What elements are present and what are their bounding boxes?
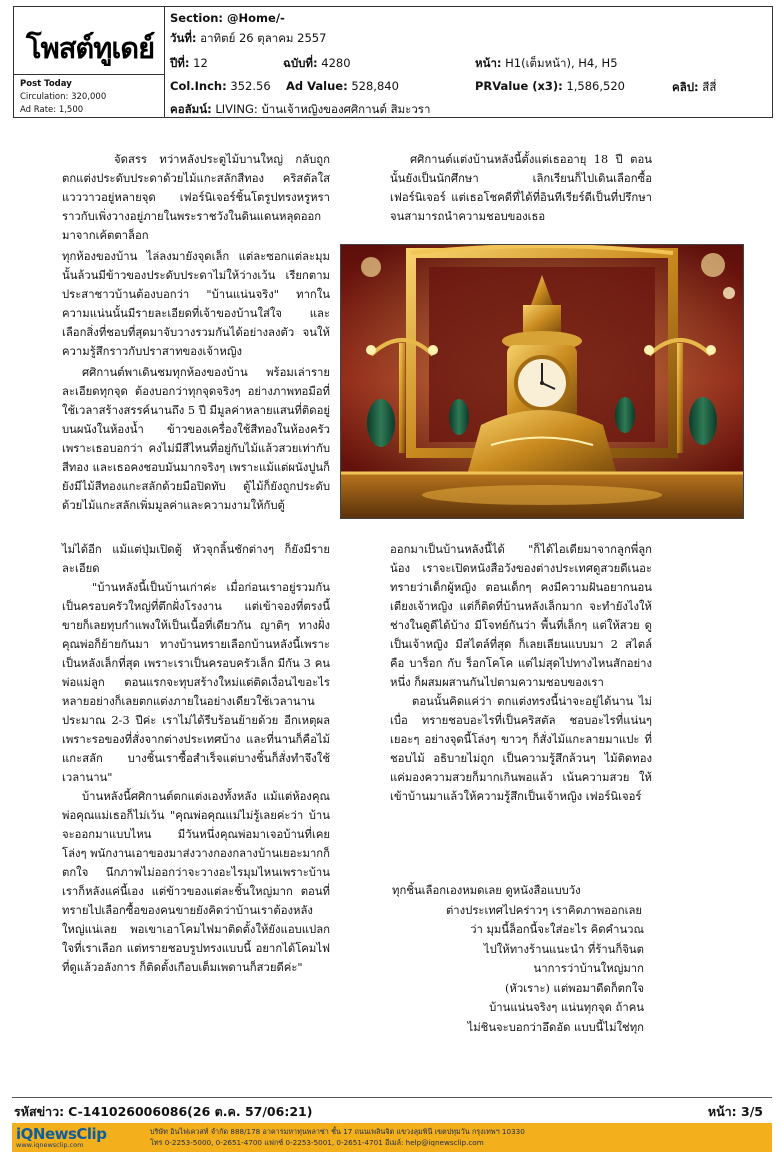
publication-logo: โพสต์ทูเดย์ <box>26 31 155 65</box>
clip-label: คลิป: <box>672 80 699 94</box>
column-value: LIVING: บ้านเจ้าหญิงของศศิกานต์ สิมะวรา <box>215 102 431 116</box>
article-paragraph: ทุกห้องของบ้าน ไล่ลงมายังจุดเล็ก แต่ละซอกแต่ละมุมนั้นล้วนมีข้าวของประดับประดาไม่ให้ว่างเว้น เรียกตามประสาชาวบ้านต้องบอกว่า "บ้านแน่นจริง" ทากในความแน่นนั้นมีรายละเอียดที่เจ้าของบ้านใส่ใจ และเลือกสิ่งที่ชอบที่สุดมาจับวางรวมกันได้อย่างลงตัว จนให้ความรู้สึกราวกับปราสาทของเจ้าหญิง <box>62 250 330 358</box>
publication-label: Post Today <box>20 79 72 89</box>
colinch-value: 352.56 <box>230 79 271 93</box>
issue-value: 4280 <box>321 56 351 70</box>
date-value: อาทิตย์ 26 ตุลาคม 2557 <box>200 31 327 45</box>
prvalue-label: PRValue (x3): <box>475 79 563 93</box>
article-line: ต่างประเทศไปคร่าวๆ เราคิดภาพออกเลย <box>445 903 642 917</box>
date-label: วันที่: <box>170 31 197 45</box>
article-line: นาการว่าบ้านใหญ่มาก <box>533 962 644 975</box>
page-indicator-value: 3/5 <box>741 1104 763 1119</box>
company-contact <box>150 1126 525 1148</box>
article-column-1-top <box>62 150 330 515</box>
circulation: Circulation: 320,000 <box>20 92 107 102</box>
article-line: ว่า มุมนี้ล็อกนี้จะใส่อะไร คิดคำนวณ <box>470 923 644 936</box>
advalue-label: Ad Value: <box>286 79 348 93</box>
divider <box>12 1097 772 1098</box>
article-paragraph: "บ้านหลังนี้เป็นบ้านเก่าค่ะ เมื่อก่อนเราอยู่รวมกันเป็นครอบครัวใหญ่ที่ตึกฝั่งโรงงาน แต่เข้าจองที่ตรงนี้ขายก็เลยทุบกำแพงให้เป็นเนื้อที่เดียวกัน ญาติๆ ทางฝั่งคุณพ่อก็ย้ายกันมา ทางบ้านทรายเลือกบ้านหลังนี้เพราะเป็นหลังเล็กที่สุด เพราะเราเป็นครอบครัวเล็ก มีกัน 3 คน พ่อแม่ลูก ตอนแรกจะทุบสร้างใหม่แต่ติดเงื่อนไขอะไรหลายอย่างก็เลยตกแต่งภายในอย่างเดียวใช้เวลานานประมาณ 2-3 ปีค่ะ เราไม่ได้รีบร้อนย้ายด้วย อีกเหตุผลเพราะรอของที่สั่งจากต่างประเทศบ้าง และที่นานก็คือไม้แกะสลัก บางชิ้นเราซื้อสำเร็จแต่บางชิ้นก็สั่งทำจึงใช้เวลานาน" <box>62 581 330 784</box>
article-line: บ้านแน่นจริงๆ แน่นทุกจุด ถ้าคน <box>489 1001 644 1014</box>
article-line: (หัวเราะ) แต่พอมาดีดก็ตกใจ <box>505 981 644 995</box>
article-column-1-bottom <box>62 540 330 977</box>
clipping-header <box>13 6 773 118</box>
article-paragraph: จัดสรร ทว่าหลังประตูไม้บานใหญ่ กลับถูกตกแต่งประดับประดาด้วยไม้แกะสลักสีทอง คริสตัลใสแวววาวอยู่หลายจุด เฟอร์นิเจอร์ชิ้นโตรูปทรงหรูหราราวกับเพิ่งวางอยู่ภายในพระราชวังในดินแดนหลุดออกมาจากเค้ตตาล็อก <box>62 153 330 242</box>
page-label: หน้า: <box>475 56 502 70</box>
clip-metadata <box>170 9 770 115</box>
article-paragraph: ตอนนั้นคิดแค่ว่า ตกแต่งทรงนี้น่าจะอยู่ได้นาน ไม่เบื่อ ทรายชอบอะไรที่เป็นคริสตัล ชอบอะไรที่แน่นๆ เยอะๆ อย่างจุดนี้โล่งๆ ขาวๆ ก็สั่งไม้แกะลายมาแปะ ที่ชอบไม้ อธิบายไม่ถูก เป็นความรู้สึกล้วนๆ ไม้ติดทอง แค่มองความสวยก็มากเกินพอแล้ว เน้นความสวย ให้เข้าบ้านมาแล้วให้ความรู้สึกเป็นเจ้าหญิง เฟอร์นิเจอร์ <box>390 695 652 803</box>
publication-block <box>14 7 165 117</box>
article-photo <box>340 244 744 519</box>
news-code-label: รหัสข่าว: <box>14 1104 65 1119</box>
news-code-value: C-141026006086(26 ต.ค. 57/06:21) <box>68 1104 313 1119</box>
article-column-2-bottom <box>390 540 652 806</box>
article-column-2-shaped <box>380 881 652 1037</box>
year-value: 12 <box>193 56 208 70</box>
year-label: ปีที่: <box>170 56 190 70</box>
article-line: ทุกชิ้นเลือกเองหมดเลย ดูหนังสือแบบวัง <box>392 884 581 897</box>
article-paragraph: ศศิกานต์พาเดินชมทุกห้องของบ้าน พร้อมเล่ารายละเอียดทุกจุด ต้องบอกว่าทุกจุดจริงๆ อย่างภาพทอมือที่ใช้เวลาสร้างสรรค์นานถึง 5 ปี มีมูลค่าหลายแสนที่ติดอยู่บนผนังในห้องน้ำ ข้าวของเครื่องใช้สีทองในห้องครัว เพราะเธอบอกว่า คงไม่มีสีไหนที่อยู่กับไม้แล้วสวยเท่ากับสีทอง และเธอคงชอบมันมากจริงๆ เพราะแม้แต่ผนังปูนก็ยังมีไม้สีทองแกะสลักด้วยมือปิดทับ ตู้ไม้ก็ยังถูกประดับด้วยไม้แกะสลักเพิ่มมูลค่าและความงามให้กับตู้ <box>62 366 330 512</box>
publication-meta <box>20 78 106 117</box>
iqnewsclip-logo <box>16 1125 126 1150</box>
clip-value: สีสี่ <box>702 80 717 94</box>
clock-photo-illustration <box>341 245 743 518</box>
article-paragraph: ไม่ได้อีก แม้แต่ปุ่มเปิดตู้ หัวจุกลิ้นชักต่างๆ ก็ยังมีรายละเอียด <box>62 543 330 575</box>
ad-rate: Ad Rate: 1,500 <box>20 105 84 115</box>
advalue-value: 528,840 <box>351 79 399 93</box>
article-line: ไม่ชินจะบอกว่าอึดอัด แบบนี้ไม่ใช่ทุก <box>467 1020 644 1034</box>
news-code <box>14 1102 312 1122</box>
article-line: ไปให้ทางร้านแนะนำ ที่ร้านก็จินต <box>483 942 644 956</box>
article-paragraph: ศศิกานต์แต่งบ้านหลังนี้ตั้งแต่เธออายุ 18 ปี ตอนนั้นยังเป็นนักศึกษา เลิกเรียนก็ไปเดินเลือกซื้อเฟอร์นิเจอร์ แต่เธอโชคดีที่ได้ที่อินทีเรียร์ดีเป็นที่ปรึกษา จนสามารถนำความชอบของเธอ <box>390 153 652 223</box>
page-value: H1(เต็มหน้า), H4, H5 <box>505 56 618 70</box>
page-indicator-label: หน้า: <box>707 1104 737 1119</box>
section: Section: @Home/- <box>170 11 285 25</box>
logo-text: iQNewsClip <box>16 1125 107 1143</box>
colinch-label: Col.Inch: <box>170 79 227 93</box>
prvalue-value: 1,586,520 <box>566 79 625 93</box>
column-label: คอลัมน์: <box>170 102 212 116</box>
logo-url: www.iqnewsclip.com <box>16 1141 84 1149</box>
divider <box>14 74 164 75</box>
page-indicator <box>708 1102 763 1122</box>
article-paragraph: บ้านหลังนี้ศศิกานต์ตกแต่งเองทั้งหลัง แม้แต่ห้องคุณพ่อคุณแม่เธอก็ไม่เว้น "คุณพ่อคุณแม่ไม่รู้เลยค่ะว่า บ้านจะออกมาแบบไหน มีวันหนึ่งคุณพ่อมาเจอบ้านที่เคยโล่งๆ พนักงานเอาของมาส่งวางกองกลางบ้านเยอะมากก็ตกใจ นึกภาพไม่ออกว่าจะวางอะไรมุมไหนเพราะบ้านเราก็หลังแค่นี้เอง แต่ข้าวของแต่ละชิ้นใหญ่มาก ตอนที่ทรายไปเลือกซื้อของคนขายยังคิดว่าบ้านเราต้องหลังใหญ่แน่เลย พอเขาเอาโคมไฟมาติดตั้งให้ยังแอบแปลกใจที่เราเลือก แต่ทรายชอบรูปทรงแบบนี้ อยากได้โคมไฟที่ดูแล้วอลังการ ก็ติดตั้งเกือบเต็มเพดานก็สวยดีค่ะ" <box>62 790 330 974</box>
company-phones: โทร 0-2253-5000, 0-2651-4700 แฟกซ์ 0-2253-5001, 0-2651-4701 อีเมล์: help@iqnewsclip.com <box>150 1138 484 1147</box>
article-column-2-top <box>390 150 652 226</box>
issue-label: ฉบับที่: <box>283 56 318 70</box>
article-paragraph: ออกมาเป็นบ้านหลังนี้ได้ "ก็ได้ไอเดียมาจากลูกพี่ลูกน้อง เราจะเปิดหนังสือวังของต่างประเทศดูสวยดีเนอะ ทรายว่าเด็กผู้หญิง ตอนเด็กๆ คงมีความฝันอยากนอนเตียงเจ้าหญิง แต่ก็ติดที่บ้านหลังเล็กมาก จะทำยังไงให้ช่างในดูดีได้บ้าง มีโจทย์กันว่า พื้นที่เล็กๆ แต่ให้สวย ดูเป็นเจ้าหญิง มีสไตล์ที่สุด ก็เลยเลียนแบบมา 2 สไตล์ คือ บาร็อก กับ ร็อกโคโค แต่ไม่สุดไปทางไหนสักอย่างหนึ่ง ก็ผสมผสานกันไปตามความชอบของเรา <box>390 543 652 689</box>
company-address: บริษัท อินไฟเควสท์ จำกัด 888/178 อาคารมหาทุนพลาซ่า ชั้น 17 ถนนเพลินจิต แขวงลุมพินี เขตปทุมวัน กรุงเทพฯ 10330 <box>150 1127 525 1136</box>
